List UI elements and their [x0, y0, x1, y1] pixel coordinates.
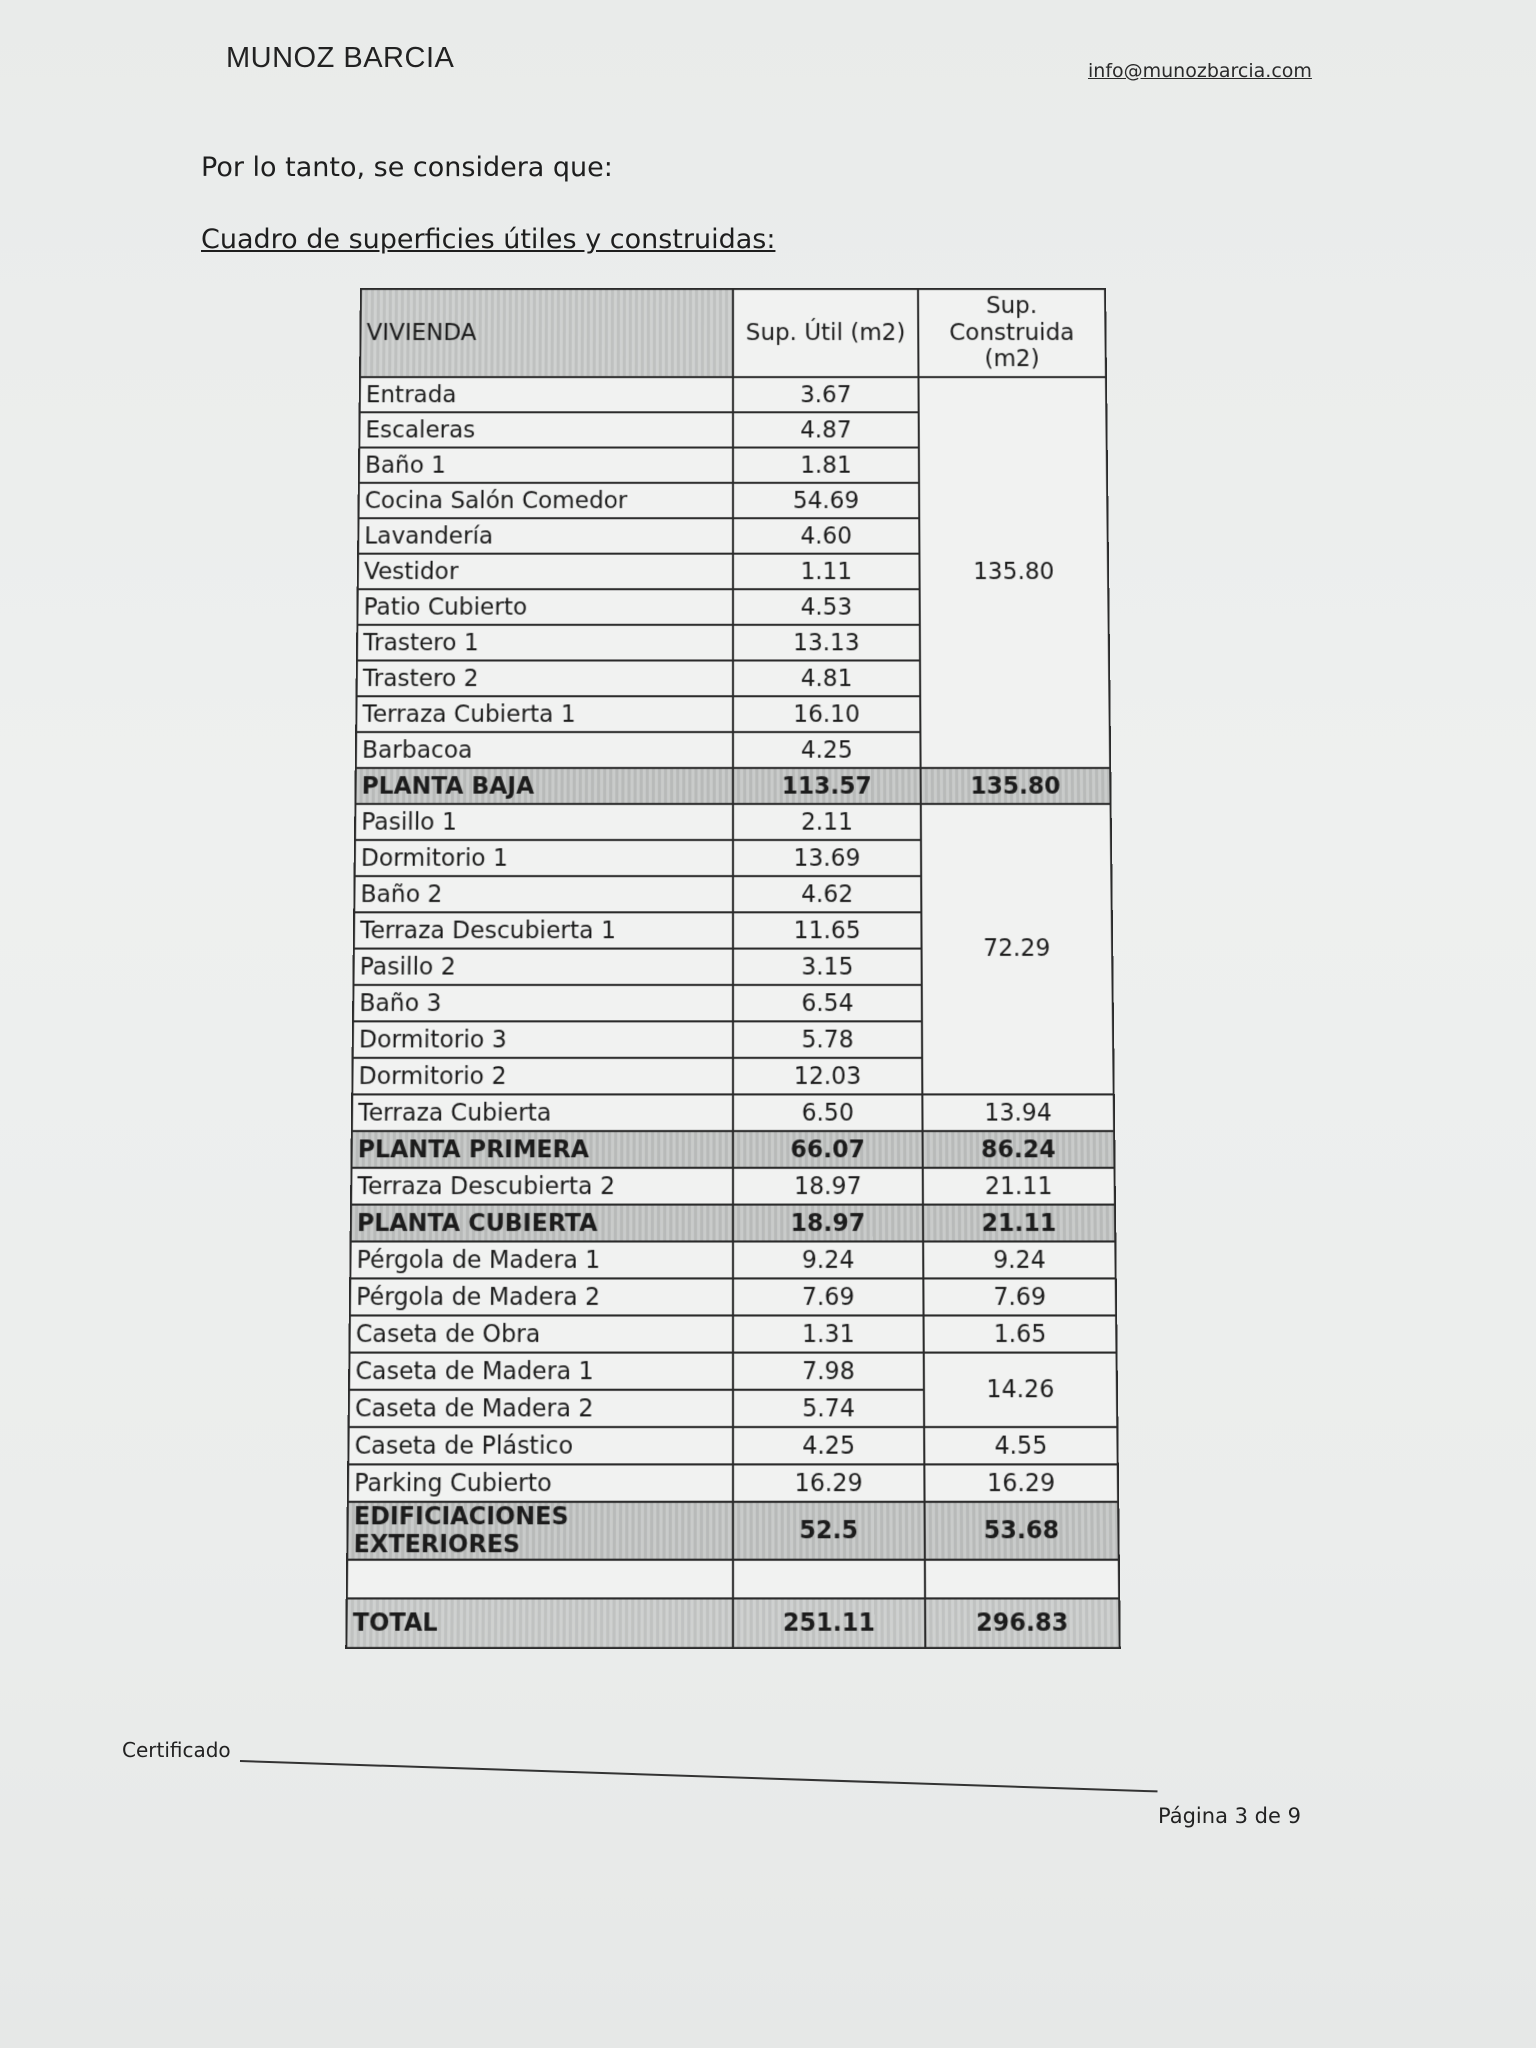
subtotal-exteriores: [347, 1502, 1119, 1560]
room-name: Caseta de Plástico: [348, 1427, 733, 1464]
room-util: 3.15: [733, 949, 922, 985]
room-util: 11.65: [733, 912, 922, 948]
room-name: Escaleras: [359, 412, 733, 447]
room-util: 3.67: [733, 377, 919, 412]
room-name: Barbacoa: [356, 732, 733, 768]
room-name: Caseta de Madera 2: [349, 1390, 733, 1427]
table-title: Cuadro de superficies útiles y construidas:: [201, 224, 776, 255]
room-name: Baño 1: [359, 448, 733, 483]
footer-certificado: Certificado: [122, 1738, 231, 1762]
room-util: 6.50: [733, 1094, 923, 1131]
room-name: Caseta de Obra: [349, 1315, 733, 1352]
room-name: Cocina Salón Comedor: [359, 483, 733, 518]
room-name: Dormitorio 2: [352, 1058, 733, 1095]
subtotal-construida: 86.24: [923, 1131, 1115, 1168]
room-util: 4.81: [733, 660, 920, 696]
room-util: 4.60: [733, 518, 919, 553]
room-name: Trastero 2: [357, 660, 733, 696]
table-header-row: [360, 289, 1106, 377]
subtotal-construida: 21.11: [923, 1205, 1115, 1242]
total-util: 251.11: [733, 1598, 925, 1648]
room-name: Dormitorio 1: [355, 840, 733, 876]
table-row: [349, 1315, 1116, 1352]
table-row: [348, 1427, 1117, 1464]
casetas-madera-construida: 14.26: [924, 1353, 1118, 1427]
room-name: Entrada: [360, 377, 733, 412]
spacer-cell: [733, 1560, 925, 1599]
room-name: Terraza Descubierta 2: [351, 1168, 733, 1205]
table-row: [351, 1168, 1115, 1205]
room-util: 5.78: [733, 1021, 922, 1057]
company-email[interactable]: info@munozbarcia.com: [1088, 60, 1312, 82]
page-number: Página 3 de 9: [1158, 1804, 1301, 1828]
spacer-cell: [347, 1560, 733, 1599]
header-vivienda: VIVIENDA: [360, 289, 733, 377]
table-row: [360, 377, 1107, 412]
total-construida: 296.83: [925, 1598, 1120, 1648]
room-name: Baño 3: [353, 985, 733, 1021]
room-name: Vestidor: [358, 554, 733, 590]
room-construida: 7.69: [923, 1278, 1116, 1315]
total-name: TOTAL: [346, 1598, 733, 1648]
spacer-row: [347, 1560, 1119, 1599]
room-name: Terraza Descubierta 1: [354, 912, 733, 948]
header-sup-util: Sup. Útil (m2): [733, 289, 918, 377]
room-name: Pérgola de Madera 2: [350, 1278, 733, 1315]
table-row: [350, 1241, 1115, 1278]
room-name: Caseta de Madera 1: [349, 1353, 733, 1390]
subtotal-construida: 135.80: [921, 768, 1111, 804]
table-row: [355, 804, 1111, 840]
room-construida: 4.55: [924, 1427, 1118, 1464]
surfaces-table: [345, 288, 1121, 1649]
planta-baja-construida: 135.80: [918, 377, 1110, 768]
subtotal-name: PLANTA PRIMERA: [351, 1131, 733, 1168]
room-util: 5.74: [733, 1390, 924, 1427]
spacer-cell: [925, 1560, 1119, 1599]
intro-text: Por lo tanto, se considera que:: [201, 152, 613, 183]
subtotal-name: PLANTA BAJA: [355, 768, 733, 804]
room-util: 4.25: [733, 1427, 924, 1464]
subtotal-name: EDIFICIACIONES EXTERIORES: [347, 1502, 733, 1560]
footer-divider: [240, 1760, 1158, 1792]
room-name: Trastero 1: [357, 625, 733, 661]
room-construida: 16.29: [924, 1464, 1118, 1501]
room-name: Terraza Cubierta: [352, 1094, 733, 1131]
room-util: 4.87: [733, 412, 919, 447]
room-util: 18.97: [733, 1168, 923, 1205]
subtotal-util: 113.57: [733, 768, 921, 804]
room-util: 16.29: [733, 1464, 925, 1501]
room-util: 6.54: [733, 985, 922, 1021]
room-name: Dormitorio 3: [353, 1021, 733, 1057]
subtotal-util: 52.5: [733, 1502, 925, 1560]
room-util: 4.62: [733, 876, 921, 912]
table-row: [349, 1353, 1117, 1390]
planta-primera-construida: 72.29: [921, 804, 1114, 1094]
subtotal-util: 18.97: [733, 1205, 923, 1242]
header-sup-construida: Sup. Construida (m2): [918, 289, 1106, 377]
room-util: 4.53: [733, 589, 920, 625]
room-name: Pasillo 1: [355, 804, 733, 840]
room-util: 1.11: [733, 554, 920, 590]
room-name: Lavandería: [358, 518, 733, 553]
table-row: [350, 1278, 1116, 1315]
room-name: Pasillo 2: [353, 949, 733, 985]
room-name: Pérgola de Madera 1: [350, 1241, 733, 1278]
room-util: 9.24: [733, 1241, 923, 1278]
company-name: MUNOZ BARCIA: [226, 42, 455, 74]
room-name: Baño 2: [354, 876, 733, 912]
room-util: 7.98: [733, 1353, 924, 1390]
room-name: Patio Cubierto: [357, 589, 733, 625]
room-name: Terraza Cubierta 1: [356, 696, 733, 732]
room-util: 4.25: [733, 732, 921, 768]
table-row: [352, 1094, 1114, 1131]
table-row: [348, 1464, 1118, 1501]
room-construida: 13.94: [922, 1094, 1114, 1131]
subtotal-planta-baja: [355, 768, 1110, 804]
subtotal-util: 66.07: [733, 1131, 923, 1168]
room-name: Parking Cubierto: [348, 1464, 733, 1501]
room-util: 13.13: [733, 625, 920, 661]
total-row: [346, 1598, 1119, 1648]
room-util: 7.69: [733, 1278, 924, 1315]
room-construida: 21.11: [923, 1168, 1115, 1205]
room-util: 13.69: [733, 840, 921, 876]
subtotal-planta-primera: [351, 1131, 1114, 1168]
room-util: 16.10: [733, 696, 920, 732]
room-util: 1.31: [733, 1315, 924, 1352]
room-construida: 1.65: [924, 1315, 1117, 1352]
room-construida: 9.24: [923, 1241, 1116, 1278]
room-util: 12.03: [733, 1058, 922, 1095]
room-util: 2.11: [733, 804, 921, 840]
subtotal-construida: 53.68: [925, 1502, 1119, 1560]
room-util: 54.69: [733, 483, 919, 518]
subtotal-name: PLANTA CUBIERTA: [351, 1205, 733, 1242]
room-util: 1.81: [733, 448, 919, 483]
subtotal-planta-cubierta: [351, 1205, 1116, 1242]
